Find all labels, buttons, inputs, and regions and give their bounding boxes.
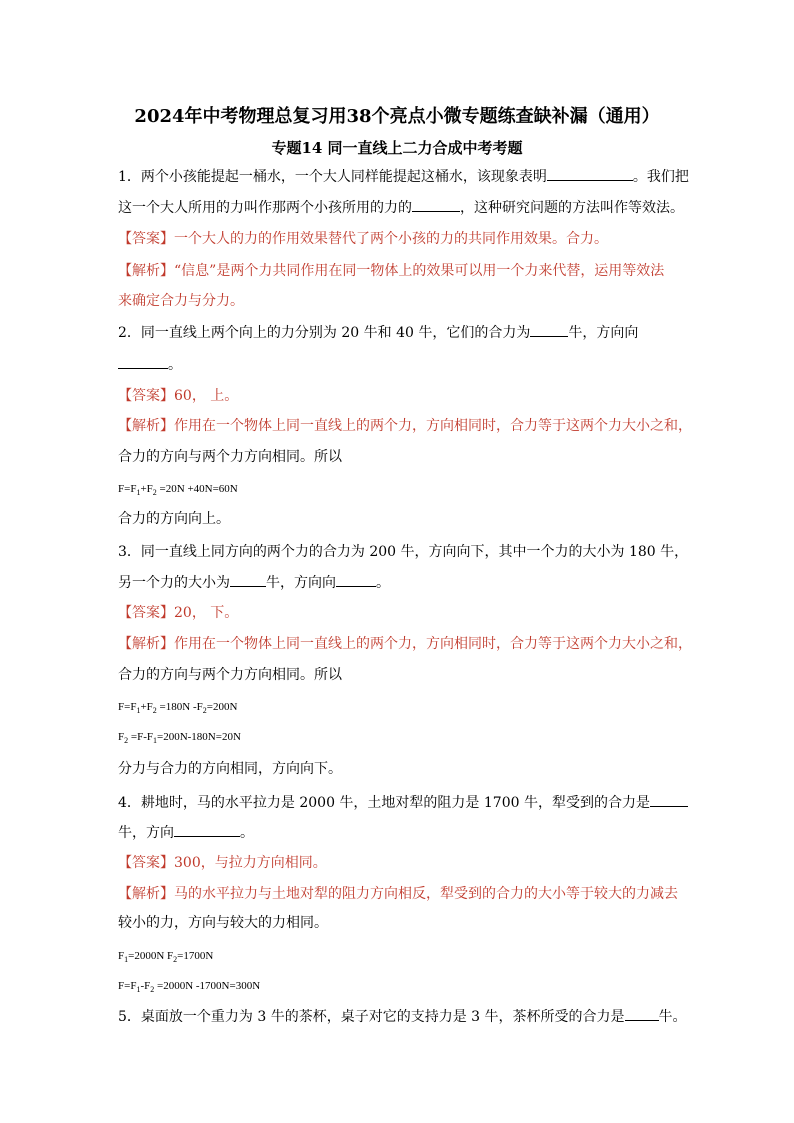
question-2-line-2 xyxy=(118,354,678,375)
question-4-line-1 xyxy=(118,792,678,813)
question-text: 。 xyxy=(240,825,254,841)
blank xyxy=(174,822,240,837)
question-text: 牛。 xyxy=(658,1009,687,1025)
question-text: 另一个力的大小为 xyxy=(118,575,230,591)
question-text: 牛，方向 xyxy=(118,825,174,841)
document-title: 2024年中考物理总复习用38个亮点小微专题练查缺补漏（通用） xyxy=(134,106,660,127)
conclusion-2: 合力的方向向上。 xyxy=(118,511,230,527)
question-text: 1．两个小孩能提起一桶水，一个大人同样能提起这桶水，该现象表明 xyxy=(118,169,547,185)
question-1-line-2 xyxy=(118,197,684,218)
blank xyxy=(336,572,376,587)
answer-4: 【答案】300，与拉力方向相同。 xyxy=(118,855,327,871)
question-text: 4．耕地时，马的水平拉力是 2000 牛，土地对犁的阻力是 1700 牛，犁受到的合力是 xyxy=(118,795,650,811)
document-subtitle: 专题14 同一直线上二力合成中考考题 xyxy=(271,139,523,157)
answer-2: 【答案】60， 上。 xyxy=(118,388,239,404)
blank xyxy=(650,792,688,807)
question-text: 牛，方向向 xyxy=(568,325,639,341)
question-1-line-1 xyxy=(118,166,689,187)
conclusion-3: 分力与合力的方向相同，方向向下。 xyxy=(118,761,342,777)
question-text: ，这种研究问题的方法叫作等效法。 xyxy=(460,200,684,216)
analysis-1-line-2: 来确定合力与分力。 xyxy=(118,293,244,309)
answer-1: 【答案】一个大人的力的作用效果替代了两个小孩的力的共同作用效果。合力。 xyxy=(118,231,608,247)
formula-4a: $F_1=2000N$ $F_2=1700N$ xyxy=(118,950,214,965)
question-4-line-2 xyxy=(118,822,678,843)
blank xyxy=(530,322,568,337)
question-text: 。 xyxy=(168,357,182,373)
blank xyxy=(118,354,168,369)
blank xyxy=(547,166,633,181)
blank xyxy=(230,572,266,587)
question-text: 2．同一直线上两个向上的力分别为 20 牛和 40 牛，它们的合力为 xyxy=(118,325,531,341)
formula-3a: $F=F_1+F_2 =180N$ $-F_2=200N$ xyxy=(118,701,238,716)
question-3-line-1: 3．同一直线上同方向的两个力的合力为 200 牛，方向向下，其中一个力的大小为 180 牛， xyxy=(118,544,689,560)
formula-4b: $F=F_1-F_2 =2000N$ -1700N=300N xyxy=(118,980,261,995)
question-text: 牛，方向向 xyxy=(266,575,336,591)
question-3-line-2 xyxy=(118,572,678,593)
analysis-2-line-2: 合力的方向与两个力方向相同。所以 xyxy=(118,449,342,465)
question-2-line-1 xyxy=(118,322,678,343)
analysis-1-line-1: 【解析】“信息”是两个力共同作用在同一物体上的效果可以用一个力来代替，运用等效法 xyxy=(118,263,665,279)
question-text: 。我们把 xyxy=(632,169,689,185)
analysis-3-line-2: 合力的方向与两个力方向相同。所以 xyxy=(118,667,342,683)
blank xyxy=(412,197,460,212)
analysis-2-line-1: 【解析】作用在一个物体上同一直线上的两个力，方向相同时，合力等于这两个力大小之和， xyxy=(118,418,692,434)
analysis-4-line-2: 较小的力，方向与较大的力相同。 xyxy=(118,915,328,931)
answer-3: 【答案】20， 下。 xyxy=(118,605,239,621)
question-5-line-1 xyxy=(118,1006,687,1027)
question-text: 这一个大人所用的力叫作那两个小孩所用的力的 xyxy=(118,200,412,216)
formula-3b: $F_2 =F-F_1=200N-180N=20N$ xyxy=(118,731,241,746)
formula-2: $F=F_1+F_2 =20N +40N=60N$ xyxy=(118,483,238,498)
analysis-4-line-1: 【解析】马的水平拉力与土地对犁的阻力方向相反，犁受到的合力的大小等于较大的力减去 xyxy=(118,886,678,902)
question-text: 。 xyxy=(376,575,390,591)
analysis-3-line-1: 【解析】作用在一个物体上同一直线上的两个力，方向相同时，合力等于这两个力大小之和， xyxy=(118,636,692,652)
blank xyxy=(625,1006,659,1021)
question-text: 5．桌面放一个重力为 3 牛的茶杯，桌子对它的支持力是 3 牛，茶杯所受的合力是 xyxy=(118,1009,625,1025)
